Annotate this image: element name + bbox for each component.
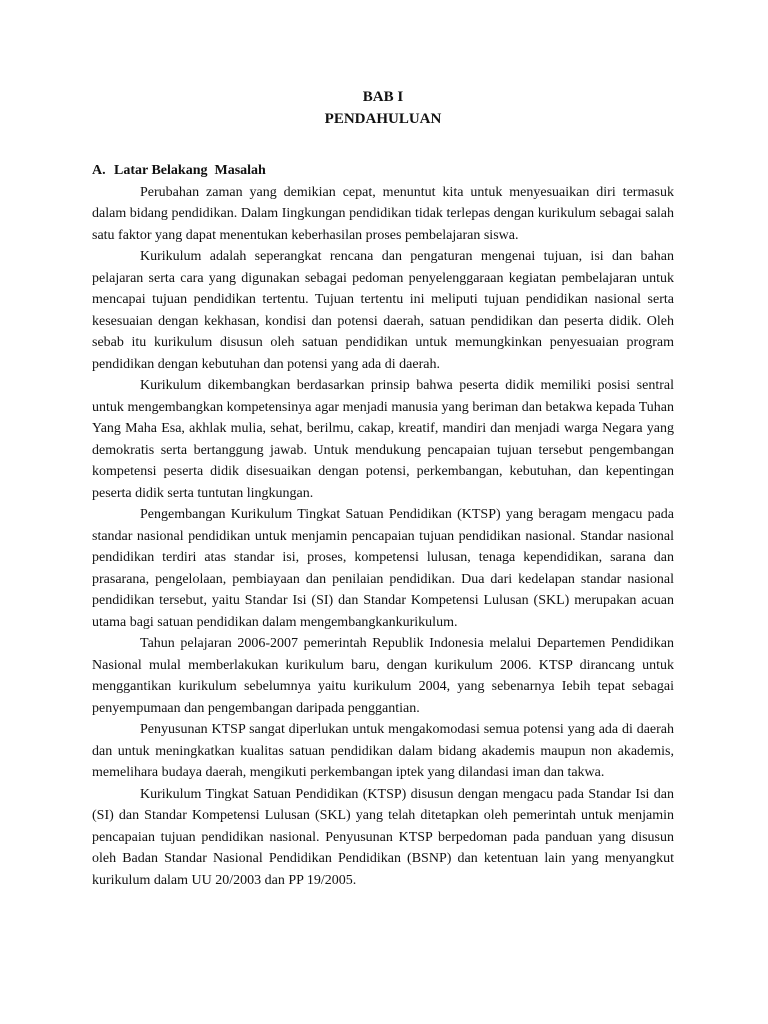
document-page (92, 86, 674, 891)
paragraph: Kurikulum adalah seperangkat rencana dan pengaturan mengenai tujuan, isi dan bahan pelajaran serta cara yang digunakan sebagai pedoman penyelenggaraan kegiatan pembelajaran untuk mencapai tujuan pendidikan tertentu. Tujuan tertentu ini meliputi tujuan pendidikan nasional serta kesesuaian dengan kekhasan, kondisi dan potensi daerah, satuan pendidikan dan peserta didik. Oleh sebab itu kurikulum disusun oleh satuan pendidikan untuk memungkinkan penyesuaian program pendidikan dengan kebutuhan dan potensi yang ada di daerah. (92, 249, 674, 372)
paragraph: Perubahan zaman yang demikian cepat, menuntut kita untuk menyesuaikan diri termasuk dalam bidang pendidikan. Dalam Iingkungan pendidikan tidak terlepas dengan kurikulum sebagai salah satu faktor yang dapat menentukan keberhasilan proses pembelajaran siswa. (92, 184, 674, 243)
section-heading (92, 160, 674, 182)
paragraph: Tahun pelajaran 2006-2007 pemerintah Republik Indonesia melalui Departemen Pendidikan Nasional mulal memberlakukan kurikulum baru, dengan kurikulum 2006. KTSP dirancang untuk menggantikan kurikulum sebelumnya yaitu kurikulum 2004, yang sebenarnya Iebih tepat sebagai penyempumaan dan pengembangan daripada penggantian. (92, 636, 674, 716)
paragraph: Kurikulum Tingkat Satuan Pendidikan (KTSP) disusun dengan mengacu pada Standar Isi dan (SI) dan Standar Kompetensi Lulusan (SKL) yang telah ditetapkan oleh pemerintah untuk menjamin pencapaian tujuan pendidikan nasional. Penyusunan KTSP berpedoman pada panduan yang disusun oleh Badan Standar Nasional Pendidikan Pendidikan (BSNP) dan ketentuan lain yang menyangkut kurikulum dalam UU 20/2003 dan PP 19/2005. (92, 786, 674, 888)
paragraph: Kurikulum dikembangkan berdasarkan prinsip bahwa peserta didik memiliki posisi sentral untuk mengembangkan kompetensinya agar menjadi manusia yang beriman dan betakwa kepada Tuhan Yang Maha Esa, akhlak mulia, sehat, berilmu, cakap, kreatif, mandiri dan menjadi warga Negara yang demokratis serta bertanggung jawab. Untuk mendukung pencapaian tujuan tersebut pengembangan kompetensi peserta didik disesuaikan dengan potensi, perkembangan, kebutuhan, dan kepentingan peserta didik serta tuntutan lingkungan. (92, 378, 674, 501)
chapter-label: BAB I (362, 89, 404, 105)
paragraph: Penyusunan KTSP sangat diperlukan untuk mengakomodasi semua potensi yang ada di daerah dan untuk meningkatkan kualitas satuan pendidikan dalam bidang akademis maupun non akademis, memelihara budaya daerah, mengikuti perkembangan iptek yang dilandasi iman dan takwa. (92, 722, 674, 780)
paragraph: Pengembangan Kurikulum Tingkat Satuan Pendidikan (KTSP) yang beragam mengacu pada standar nasional pendidikan untuk menjamin pencapaian tujuan pendidikan nasional. Standar nasional pendidikan terdiri atas standar isi, proses, kompetensi lulusan, tenaga kependidikan, sarana dan prasarana, pengelolaan, pembiayaan dan penilaian pendidikan. Dua dari kedelapan standar nasional pendidikan tersebut, yaitu Standar Isi (SI) dan Standar Kompetensi Lulusan (SKL) merupakan acuan utama bagi satuan pendidikan dalam mengembangkankurikulum. (92, 507, 674, 630)
section-number: A. (92, 163, 106, 178)
chapter-title: PENDAHULUAN (324, 111, 442, 127)
section-title: Latar Belakang Masalah (114, 163, 266, 178)
